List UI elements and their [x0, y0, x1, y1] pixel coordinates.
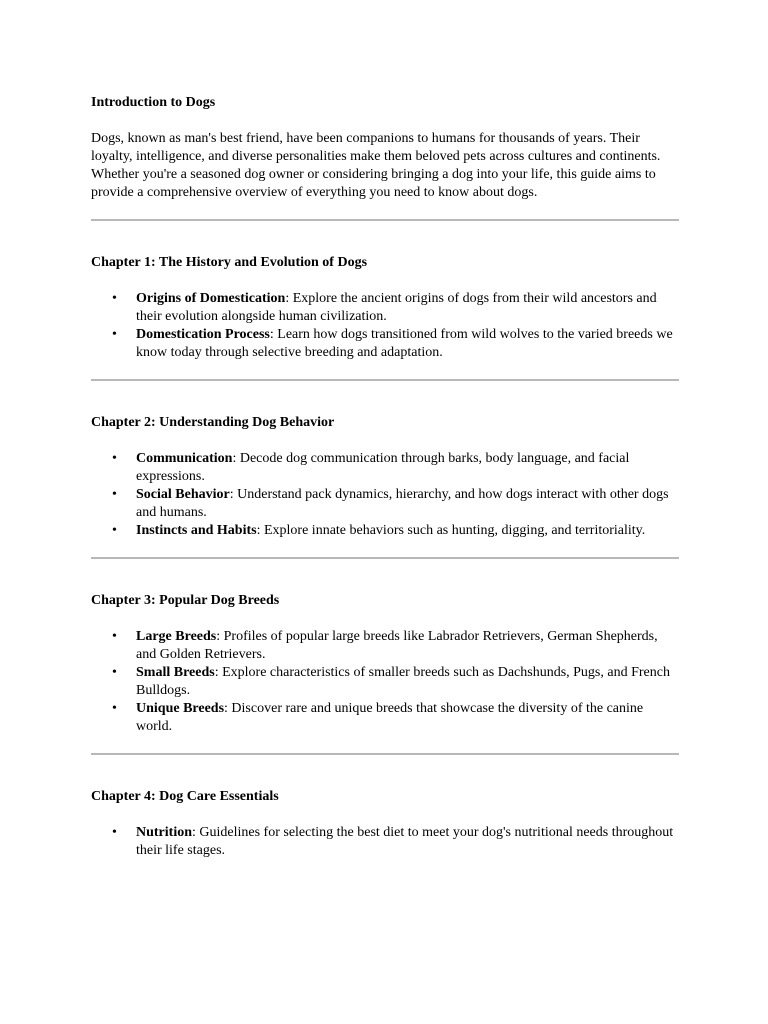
chapter-title: Chapter 4: Dog Care Essentials: [91, 789, 279, 804]
item-description: : Discover rare and unique breeds that showcase the diversity of the canine world.: [136, 701, 644, 734]
chapter-list: [91, 824, 679, 860]
chapter-title: Chapter 1: The History and Evolution of Dogs: [91, 255, 368, 270]
chapter-4-section: [91, 788, 679, 860]
item-term: Small Breeds: [136, 665, 215, 680]
intro-section: [91, 94, 679, 202]
list-item: [91, 326, 679, 362]
list-item: [91, 486, 679, 522]
list-item: [91, 522, 679, 540]
bullet-icon: •: [112, 825, 117, 840]
chapter-title: Chapter 2: Understanding Dog Behavior: [91, 415, 335, 430]
section-divider: [91, 379, 679, 381]
list-item: [91, 664, 679, 700]
bullet-icon: •: [112, 523, 117, 538]
chapter-2-section: [91, 414, 679, 540]
list-item: [91, 450, 679, 486]
chapter-list: [91, 628, 679, 736]
document-page: [91, 94, 679, 860]
item-term: Communication: [136, 451, 233, 466]
item-description: : Explore the ancient origins of dogs from their wild ancestors and their evolution alongside human civilization.: [136, 291, 657, 324]
item-description: : Profiles of popular large breeds like Labrador Retrievers, German Shepherds, and Golden Retrievers.: [136, 629, 658, 662]
list-item: [91, 290, 679, 326]
bullet-icon: •: [112, 487, 117, 502]
item-description: : Decode dog communication through barks, body language, and facial expressions.: [136, 451, 630, 484]
section-divider: [91, 219, 679, 221]
item-term: Unique Breeds: [136, 701, 225, 716]
section-divider: [91, 753, 679, 755]
item-term: Origins of Domestication: [136, 291, 286, 306]
item-description: : Understand pack dynamics, hierarchy, and how dogs interact with other dogs and humans.: [136, 487, 669, 520]
chapter-list: [91, 450, 679, 540]
chapter-title: Chapter 3: Popular Dog Breeds: [91, 593, 280, 608]
item-term: Social Behavior: [136, 487, 230, 502]
item-description: : Learn how dogs transitioned from wild wolves to the varied breeds we know today through selective breeding and adaptation.: [136, 327, 673, 360]
item-term: Large Breeds: [136, 629, 217, 644]
bullet-icon: •: [112, 451, 117, 466]
section-divider: [91, 557, 679, 559]
item-description: : Explore characteristics of smaller breeds such as Dachshunds, Pugs, and French Bulldogs.: [136, 665, 670, 698]
bullet-icon: •: [112, 701, 117, 716]
list-item: [91, 700, 679, 736]
bullet-icon: •: [112, 327, 117, 342]
intro-title: Introduction to Dogs: [91, 95, 216, 110]
chapter-3-section: [91, 592, 679, 736]
item-term: Instincts and Habits: [136, 523, 257, 538]
item-description: : Guidelines for selecting the best diet to meet your dog's nutritional needs throughout their life stages.: [136, 825, 674, 858]
item-term: Domestication Process: [136, 327, 270, 342]
chapter-1-section: [91, 254, 679, 362]
chapter-list: [91, 290, 679, 362]
bullet-icon: •: [112, 291, 117, 306]
list-item: [91, 628, 679, 664]
item-description: : Explore innate behaviors such as hunting, digging, and territoriality.: [256, 523, 646, 538]
bullet-icon: •: [112, 629, 117, 644]
intro-paragraph: Dogs, known as man's best friend, have been companions to humans for thousands of years. Their loyalty, intelligence, and diverse personalities make them beloved pets across cultures and continents. Whether you're a seasoned dog owner or considering bringing a dog into your life, this guide aims to provide a comprehensive overview of everything you need to know about dogs.: [91, 131, 661, 200]
item-term: Nutrition: [136, 825, 192, 840]
list-item: [91, 824, 679, 860]
bullet-icon: •: [112, 665, 117, 680]
